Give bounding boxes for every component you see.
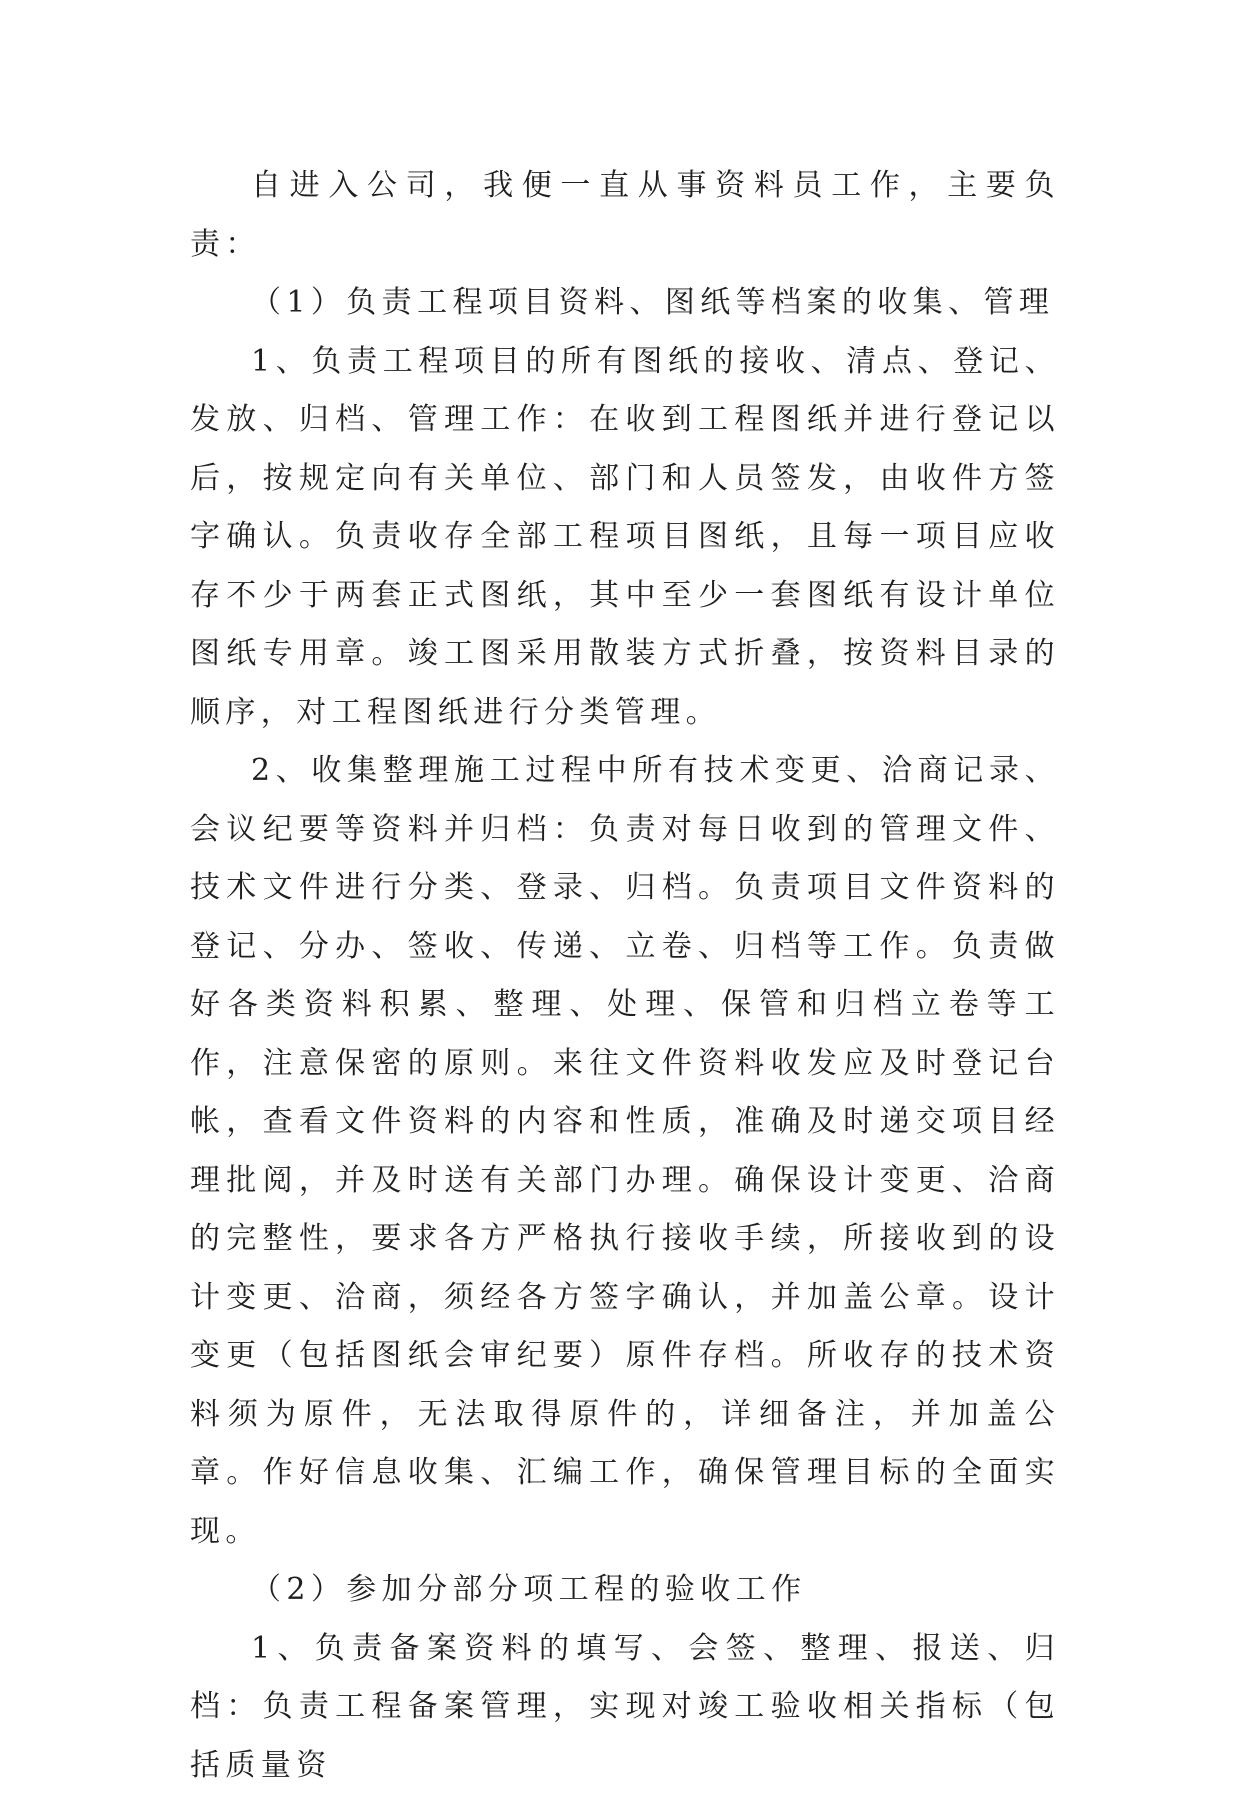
intro-paragraph: 自进入公司，我便一直从事资料员工作，主要负责： (190, 157, 1060, 274)
section-heading-1: （1）负责工程项目资料、图纸等档案的收集、管理 (190, 274, 1060, 333)
document-body (190, 157, 1060, 1795)
paragraph-drawings-management: 1、负责工程项目的所有图纸的接收、清点、登记、发放、归档、管理工作：在收到工程图纸并进行登记以后，按规定向有关单位、部门和人员签发，由收件方签字确认。负责收存全部工程项目图纸，且每一项目应收存不少于两套正式图纸，其中至少一套图纸有设计单位图纸专用章。竣工图采用散装方式折叠，按资料目录的顺序，对工程图纸进行分类管理。 (190, 333, 1060, 743)
paragraph-technical-changes: 2、收集整理施工过程中所有技术变更、洽商记录、会议纪要等资料并归档：负责对每日收到的管理文件、技术文件进行分类、登录、归档。负责项目文件资料的登记、分办、签收、传递、立卷、归档等工作。负责做好各类资料积累、整理、处理、保管和归档立卷等工作，注意保密的原则。来往文件资料收发应及时登记台帐，查看文件资料的内容和性质，准确及时递交项目经理批阅，并及时送有关部门办理。确保设计变更、洽商的完整性，要求各方严格执行接收手续，所接收到的设计变更、洽商，须经各方签字确认，并加盖公章。设计变更（包括图纸会审纪要）原件存档。所收存的技术资料须为原件，无法取得原件的，详细备注，并加盖公章。作好信息收集、汇编工作，确保管理目标的全面实现。 (190, 742, 1060, 1561)
section-heading-2: （2）参加分部分项工程的验收工作 (190, 1561, 1060, 1620)
paragraph-filing-records: 1、负责备案资料的填写、会签、整理、报送、归档：负责工程备案管理，实现对竣工验收相关指标（包括质量资 (190, 1620, 1060, 1795)
